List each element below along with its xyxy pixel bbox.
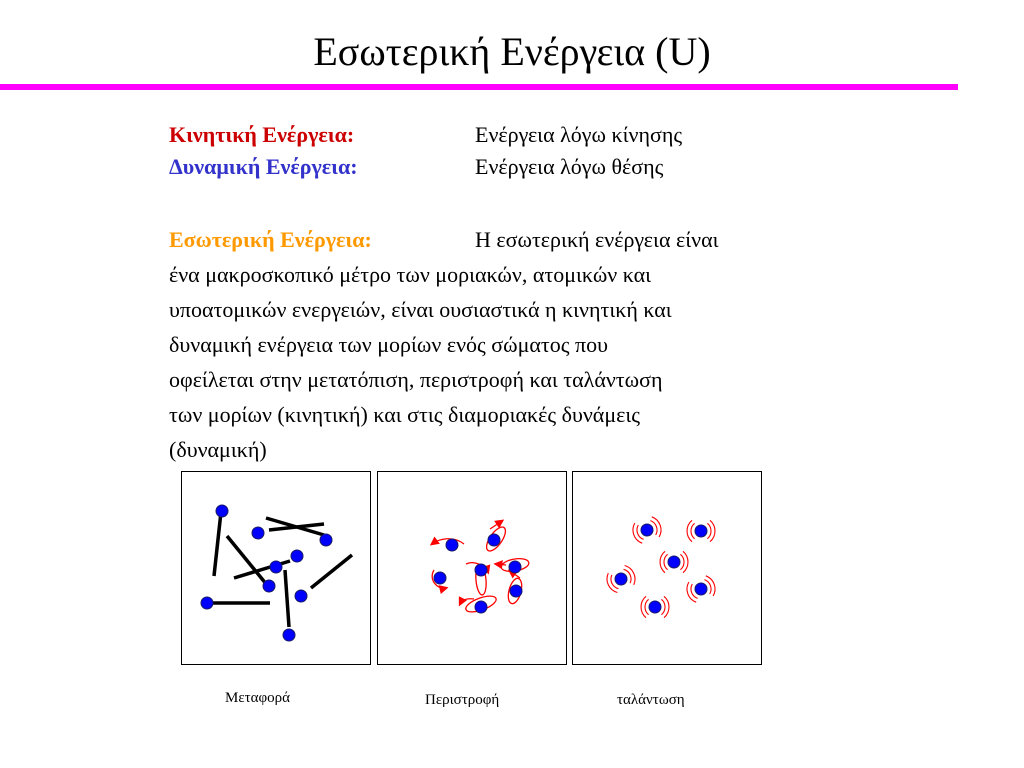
molecule — [510, 585, 522, 597]
molecule — [252, 527, 264, 539]
paragraph-line-text: Η εσωτερική ενέργεια είναι — [475, 227, 719, 252]
internal-term: Εσωτερική Ενέργεια: — [169, 227, 372, 252]
molecule — [475, 601, 487, 613]
molecule — [446, 539, 458, 551]
trajectory-line — [214, 512, 221, 576]
molecule — [291, 550, 303, 562]
molecule — [295, 590, 307, 602]
molecule — [509, 561, 521, 573]
paragraph-line: ένα μακροσκοπικό μέτρο των μοριακών, ατομικών και — [169, 262, 652, 287]
molecule — [649, 601, 661, 613]
kinetic-description: Ενέργεια λόγω κίνησης — [475, 122, 683, 147]
kinetic-term: Κινητική Ενέργεια: — [169, 122, 355, 147]
rotation-panel — [377, 471, 567, 665]
potential-term: Δυναμική Ενέργεια: — [169, 154, 358, 179]
molecule — [641, 524, 653, 536]
paragraph-line: υποατομικών ενεργειών, είναι ουσιαστικά η κινητική και — [169, 297, 672, 322]
vibration-diagram — [573, 472, 761, 664]
trajectory-line — [227, 536, 267, 585]
molecule — [695, 525, 707, 537]
definition-potential — [169, 152, 663, 182]
molecule — [615, 573, 627, 585]
vibration-wave-mark — [661, 599, 665, 614]
molecule — [263, 580, 275, 592]
molecule — [475, 564, 487, 576]
molecule — [216, 505, 228, 517]
vibration-caption: ταλάντωση — [617, 692, 685, 708]
rotation-arrow — [496, 564, 506, 565]
molecule — [270, 561, 282, 573]
molecule — [488, 534, 500, 546]
trajectory-line — [269, 524, 324, 530]
rotation-caption: Περιστροφή — [425, 692, 500, 708]
definition-kinetic — [169, 120, 682, 150]
molecule — [695, 583, 707, 595]
page-title: Εσωτερική Ενέργεια (U) — [313, 29, 711, 74]
paragraph-line: των μορίων (κινητική) και στις διαμοριακές δυνάμεις — [169, 402, 640, 427]
vibration-wave-mark — [645, 599, 649, 614]
vibration-wave-mark — [691, 523, 695, 538]
vibration-wave-mark — [707, 523, 711, 538]
internal-energy-paragraph — [169, 222, 849, 467]
paragraph-line: (δυναμική) — [169, 437, 267, 462]
trajectory-line — [285, 570, 289, 627]
paragraph-line — [169, 222, 849, 257]
potential-description: Ενέργεια λόγω θέσης — [475, 154, 664, 179]
translation-panel — [181, 471, 371, 665]
molecule — [283, 629, 295, 641]
title-underline — [0, 84, 958, 90]
molecule — [320, 534, 332, 546]
rotation-diagram — [378, 472, 566, 664]
vibration-wave-mark — [664, 554, 668, 569]
molecule — [668, 556, 680, 568]
paragraph-line: οφείλεται στην μετατόπιση, περιστροφή και ταλάντωση — [169, 367, 663, 392]
translation-diagram — [182, 472, 370, 664]
molecule — [434, 572, 446, 584]
vibration-wave-mark — [680, 554, 684, 569]
trajectory-line — [311, 555, 352, 588]
translation-caption: Μεταφορά — [225, 690, 291, 706]
vibration-panel — [572, 471, 762, 665]
paragraph-line: δυναμική ενέργεια των μορίων ενός σώματος που — [169, 332, 608, 357]
molecule — [201, 597, 213, 609]
